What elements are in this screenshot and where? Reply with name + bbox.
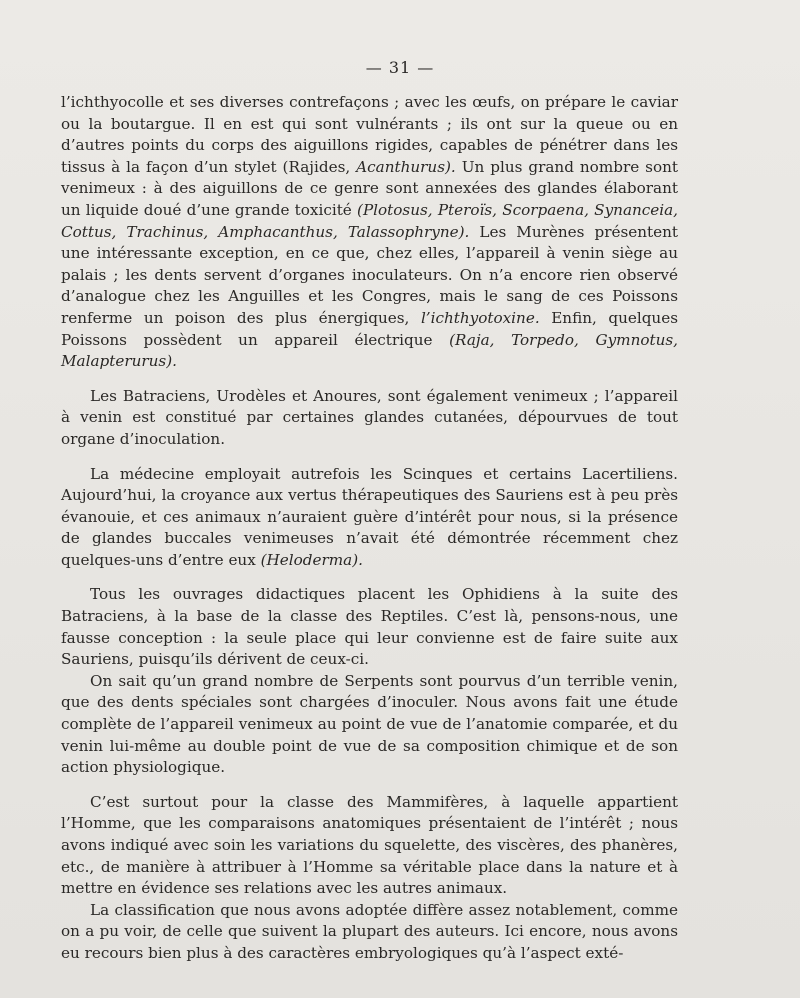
- text-run: Les Batraciens, Urodèles et Anoures, sont également venimeux ; l’appareil à venin est constitué par certaines glandes cutanées, dépourvues de tout organe d’inoculation.: [61, 386, 678, 448]
- paragraph: [61, 900, 678, 965]
- text-run: l’ichthyocolle et ses diverses contrefaçons ; avec les œufs, on prépare le caviar ou la boutargue. Il en est qui sont vulnérants ; ils ont sur la queue ou en d’autres points du corps des aiguillons rigides, capables de pénétrer dans les tissus à la façon d’un stylet (Rajides,: [61, 93, 678, 176]
- text-run: La classification que nous avons adoptée diffère assez notablement, comme on a pu voir, de celle que suivent la plupart des auteurs. Ici encore, nous avons eu recours bien plus à des caractères embryologiques qu’à l’aspect exté-: [61, 900, 678, 962]
- paragraph: [61, 792, 678, 900]
- italic-text: (Plotosus, Pteroïs, Scorpaena, Synanceia, Cottus, Trachinus, Amphacanthus, Talassophryne).: [61, 200, 679, 241]
- italic-text: (Heloderma).: [260, 550, 363, 569]
- text-run: C’est surtout pour la classe des Mammifères, à laquelle appartient l’Homme, que les comparaisons anatomiques présentaient de l’intérêt ; nous avons indiqué avec soin les variations du squelette, des viscères, des phanères, etc., de manière à attribuer à l’Homme sa véritable place dans la nature et à mettre en évidence ses relations avec les autres animaux.: [61, 792, 678, 898]
- italic-text: Acanthurus).: [356, 157, 456, 176]
- text-run: Enfin, quelques Poissons possèdent un appareil électrique: [61, 308, 678, 349]
- paragraph: [61, 386, 678, 451]
- italic-text: l’ichthyotoxine.: [420, 308, 540, 327]
- text-run: La médecine employait autrefois les Scinques et certains Lacertiliens. Aujourd’hui, la croyance aux vertus thérapeutiques des Sauriens est à peu près évanouie, et ces animaux n’auraient guère d’intérêt pour nous, si la présence de glandes buccales venimeuses n’avait été démontrée récemment chez quelques-uns d’entre eux: [61, 464, 678, 569]
- text-run: Les Murènes présentent une intéressante exception, en ce que, chez elles, l’appareil à venin siège au palais ; les dents servent d’organes inoculateurs. On n’a encore rien observé d’analogue chez les Anguilles et les Congres, mais le sang de ces Poissons renferme un poison des plus énergiques,: [61, 222, 678, 327]
- italic-text: (Raja, Torpedo, Gymnotus, Malapterurus).: [61, 330, 678, 371]
- paragraph: [61, 92, 678, 373]
- paragraph: [61, 464, 678, 572]
- paragraph: [61, 671, 678, 779]
- paragraph: [61, 584, 678, 670]
- text-run: Un plus grand nombre sont venimeux : à des aiguillons de ce genre sont annexées des glandes élaborant un liquide doué d’une grande toxicité: [61, 157, 678, 219]
- page-number: — 31 —: [365, 58, 435, 77]
- text-body: [61, 92, 678, 965]
- text-run: On sait qu’un grand nombre de Serpents sont pourvus d’un terrible venin, que des dents spéciales sont chargées d’inoculer. Nous avons fait une étude complète de l’appareil venimeux au point de vue de l’anatomie comparée, et du venin lui-même au double point de vue de sa composition chimique et de son action physiologique.: [61, 671, 678, 777]
- text-run: Tous les ouvrages didactiques placent les Ophidiens à la suite des Batraciens, à la base de la classe des Reptiles. C’est là, pensons-nous, une fausse conception : la seule place qui leur convienne est de faire suite aux Sauriens, puisqu’ils dérivent de ceux-ci.: [61, 585, 678, 669]
